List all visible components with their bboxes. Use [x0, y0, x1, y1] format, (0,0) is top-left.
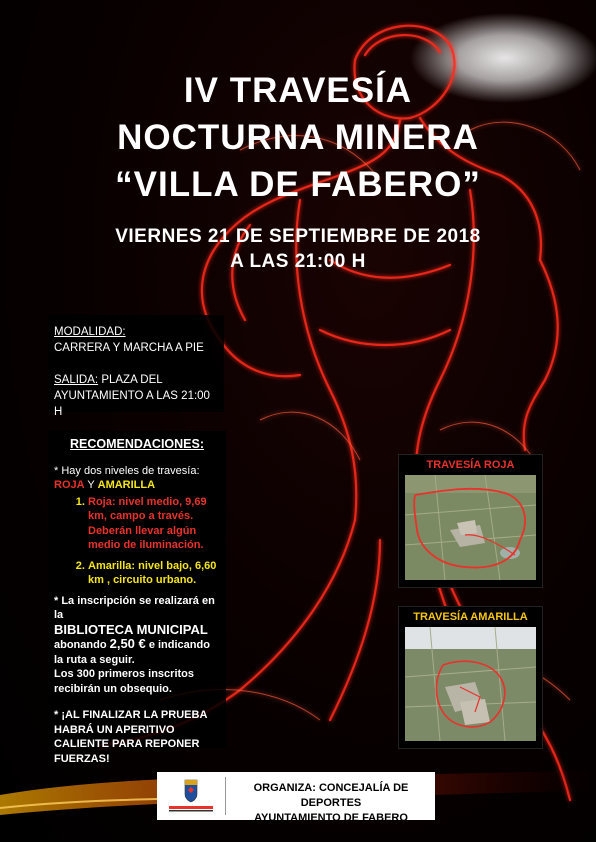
nivel-roja-item: 1. Roja: nivel medio, 9,69 km, campo a través. Deberán llevar algún medio de iluminación.: [88, 495, 220, 553]
niveles-y: Y: [84, 479, 98, 491]
map-roja-title: TRAVESÍA ROJA: [426, 459, 515, 471]
map-amarilla-title: TRAVESÍA AMARILLA: [413, 611, 528, 623]
map-amarilla-image: [405, 627, 536, 741]
map-amarilla-box: [398, 606, 543, 749]
modalidad-value: CARRERA Y MARCHA A PIE: [54, 342, 204, 354]
recomendaciones-title: RECOMENDACIONES:: [69, 437, 205, 451]
inscripcion-text: * La inscripción se realizará en la: [54, 594, 215, 621]
map-roja-image: [405, 475, 536, 580]
modalidad-label: MODALIDAD:: [54, 326, 126, 338]
event-time: A LAS 21:00 H: [230, 251, 366, 272]
map-roja-box: [398, 454, 543, 588]
inscripcion-price-line: [54, 637, 220, 667]
roja-label: ROJA: [54, 479, 85, 491]
premio-text: Los 300 primeros inscritos recibirán un obsequio.: [54, 668, 194, 695]
event-date: VIERNES 21 DE SEPTIEMBRE DE 2018: [115, 226, 481, 247]
organiza-line-2: AYUNTAMIENTO DE FABERO: [254, 812, 408, 824]
footer-divider: [225, 777, 226, 815]
inscripcion-place: BIBLIOTECA MUNICIPAL: [54, 621, 208, 637]
amarilla-label: AMARILLA: [97, 479, 156, 491]
niveles-intro: * Hay dos niveles de travesía:: [54, 464, 200, 477]
recomendaciones-panel: [48, 431, 226, 765]
ayuntamiento-logo: [161, 776, 221, 816]
inscripcion-suffix: e indicando la ruta a seguir.: [54, 639, 210, 666]
organiza-text: [229, 781, 433, 826]
salida-label: SALIDA:: [54, 374, 99, 386]
title-line-3: “VILLA DE FABERO”: [115, 165, 481, 204]
niveles-list: [54, 495, 220, 588]
inscripcion-prefix: abonando: [54, 639, 110, 651]
salida-value: PLAZA DEL: [101, 374, 163, 386]
salida-line: [54, 372, 218, 388]
final-text: * ¡AL FINALIZAR LA PRUEBA HABRÁ UN APERITIVO CALIENTE PARA REPONER FUERZAS!: [54, 709, 207, 765]
niveles-line: [54, 478, 220, 493]
title-line-2: NOCTURNA MINERA: [117, 118, 479, 157]
nivel-amarilla-item: 2. Amarilla: nivel bajo, 6,60 km , circuito urbano.: [88, 559, 220, 588]
organiza-line-1: ORGANIZA: CONCEJALÍA DE DEPORTES: [253, 782, 409, 809]
organiza-footer: [157, 772, 435, 824]
salida-value-2: AYUNTAMIENTO A LAS 21:00 H: [54, 390, 210, 418]
title-line-1: IV TRAVESÍA: [183, 71, 413, 110]
inscripcion-price: 2,50 €: [109, 636, 146, 651]
modalidad-panel: [48, 315, 224, 418]
